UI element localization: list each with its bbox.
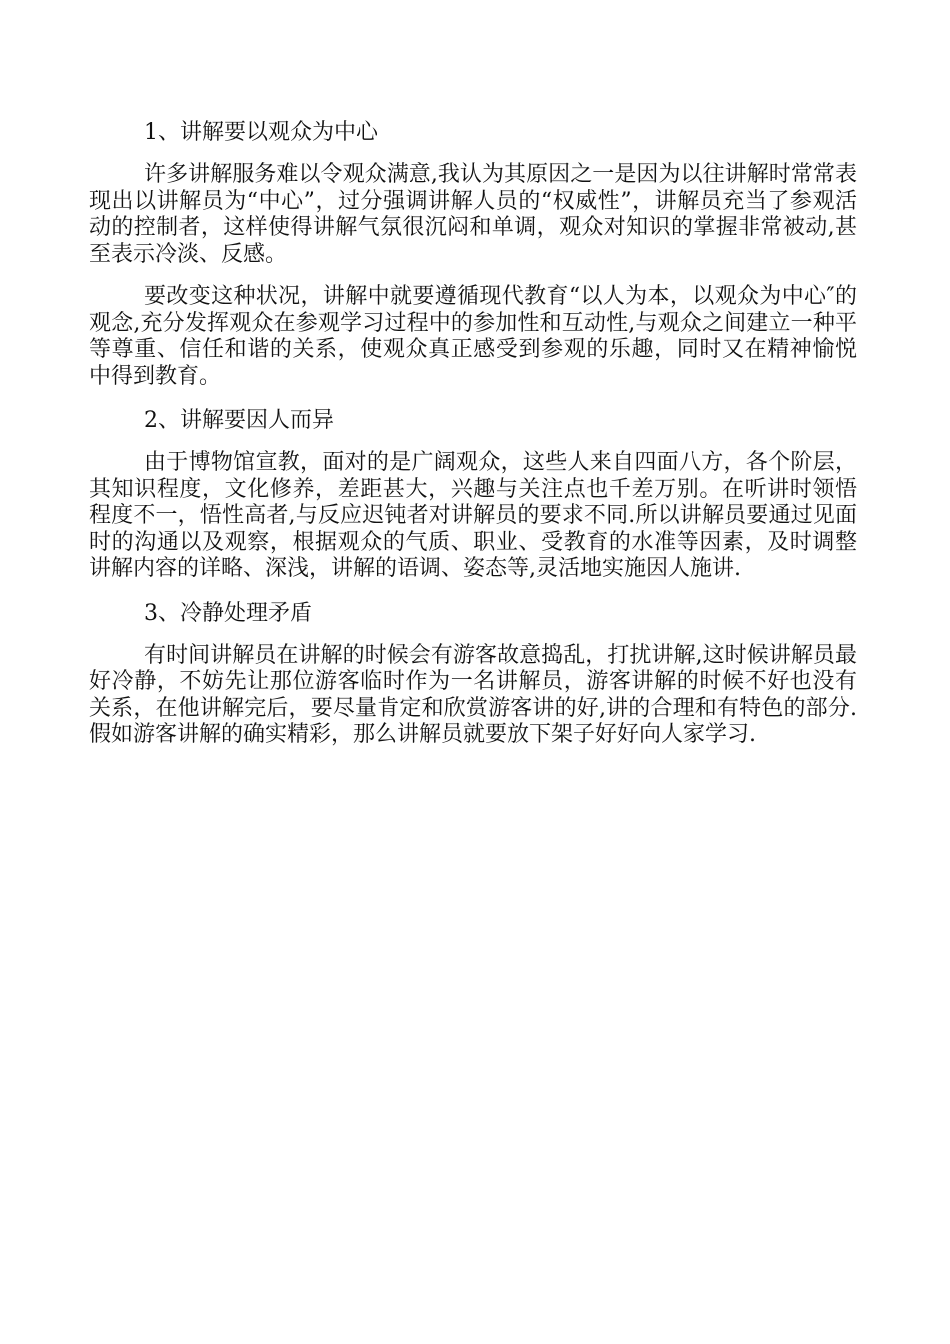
section-heading: 3、冷静处理矛盾 [144, 600, 312, 626]
paragraph: 由于博物馆宣教，面对的是广阔观众，这些人来自四面八方，各个阶层，其知识程度，文化修养，差距甚大，兴趣与关注点也千差万别。在听讲时领悟程度不一，悟性高者,与反应迟钝者对讲解员的要求不同.所以讲解员要通过见面时的沟通以及观察，根据观众的气质、职业、受教育的水准等因素，及时调整讲解内容的详略、深浅，讲解的语调、姿态等,灵活地实施因人施讲. [89, 450, 857, 581]
section-heading: 2、讲解要因人而异 [144, 408, 334, 433]
paragraph: 有时间讲解员在讲解的时候会有游客故意捣乱，打扰讲解,这时候讲解员最好冷静，不妨先让那位游客临时作为一名讲解员，游客讲解的时候不好也没有关系，在他讲解完后，要尽量肯定和欣赏游客讲的好,讲的合理和有特色的部分.假如游客讲解的确实精彩，那么讲解员就要放下架子好好向人家学习. [89, 642, 857, 747]
paragraph: 要改变这种状况，讲解中就要遵循现代教育“以人为本，以观众为中心″的观念,充分发挥观众在参观学习过程中的参加性和互动性,与观众之间建立一种平等尊重、信任和谐的关系，使观众真正感受到参观的乐趣，同时又在精神愉悦中得到教育。 [89, 284, 857, 389]
document-body [89, 118, 857, 765]
paragraph: 许多讲解服务难以令观众满意,我认为其原因之一是因为以往讲解时常常表现出以讲解员为“中心”，过分强调讲解人员的“权威性”，讲解员充当了参观活动的控制者，这样使得讲解气氛很沉闷和单调，观众对知识的掌握非常被动,甚至表示冷淡、反感。 [89, 162, 857, 267]
section-2 [89, 406, 857, 583]
section-1 [89, 118, 857, 390]
section-3 [89, 599, 857, 749]
section-heading: 1、讲解要以观众为中心 [144, 120, 378, 145]
